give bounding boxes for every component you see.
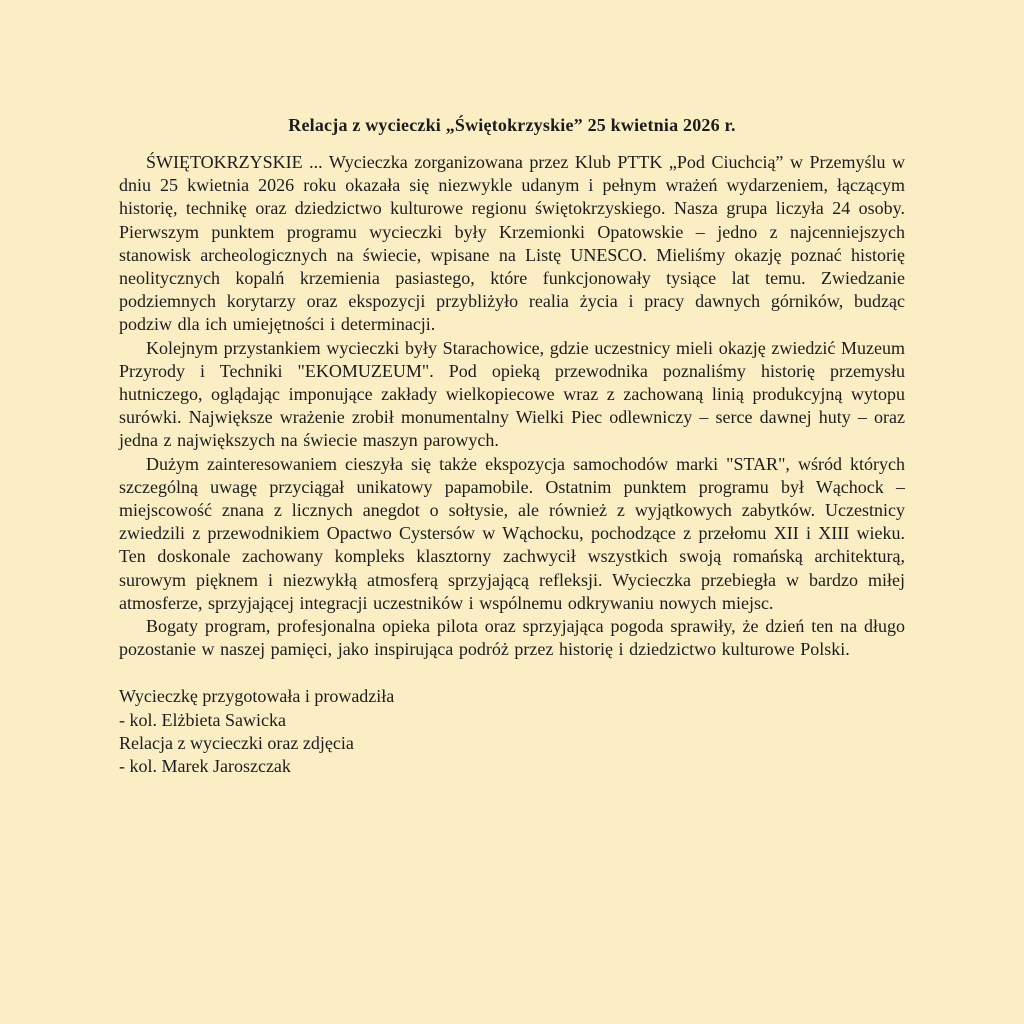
credits-prepared-by-name: - kol. Elżbieta Sawicka bbox=[119, 709, 286, 730]
document-title: Relacja z wycieczki „Świętokrzyskie” 25 kwietnia 2026 r. bbox=[288, 115, 736, 135]
credits-report-by-label: Relacja z wycieczki oraz zdjęcia bbox=[119, 732, 354, 753]
credits-prepared-by-label: Wycieczkę przygotowała i prowadziła bbox=[119, 686, 395, 707]
credits-report-by-name: - kol. Marek Jaroszczak bbox=[119, 756, 291, 777]
credits-block bbox=[119, 685, 905, 778]
paragraph-summary: Bogaty program, profesjonalna opieka pilota oraz sprzyjająca pogoda sprawiły, że dzień ten na długo pozostanie w naszej pamięci, jako inspirująca podróż przez historię i dziedzictwo kulturowe Polski. bbox=[119, 616, 905, 660]
paragraph-starachowice: Kolejnym przystankiem wycieczki były Starachowice, gdzie uczestnicy mieli okazję zwiedzić Muzeum Przyrody i Techniki "EKOMUZEUM". Pod opieką przewodnika poznaliśmy historię przemysłu hutniczego, oglądając imponujące zakłady wielkopiecowe wraz z zachowaną linią produkcyjną wytopu surówki. Największe wrażenie zrobił monumentalny Wielki Piec odlewniczy – serce dawnej huty – oraz jedna z największych na świecie maszyn parowych. bbox=[119, 337, 905, 451]
paragraph-intro-krzemionki: ŚWIĘTOKRZYSKIE ... Wycieczka zorganizowana przez Klub PTTK „Pod Ciuchcią” w Przemyślu w dniu 25 kwietnia 2026 roku okazała się niezwykle udanym i pełnym wrażeń wydarzeniem, łączącym historię, technikę oraz dziedzictwo kulturowe regionu świętokrzyskiego. Nasza grupa liczyła 24 osoby. Pierwszym punktem programu wycieczki były Krzemionki Opatowskie – jedno z najcenniejszych stanowisk archeologicznych na świecie, wpisane na Listę UNESCO. Mieliśmy okazję poznać historię neolitycznych kopalń krzemienia pasiastego, które funkcjonowały tysiące lat temu. Zwiedzanie podziemnych korytarzy oraz ekspozycji przybliżyło realia życia i pracy dawnych górników, budząc podziw dla ich umiejętności i determinacji. bbox=[119, 152, 905, 335]
paragraph-star-wachock: Dużym zainteresowaniem cieszyła się także ekspozycja samochodów marki "STAR", wśród których szczególną uwagę przyciągał unikatowy papamobile. Ostatnim punktem programu był Wąchock – miejscowość znana z licznych anegdot o sołtysie, ale również z wyjątkowych zabytków. Uczestnicy zwiedzili z przewodnikiem Opactwo Cystersów w Wąchocku, pochodzące z przełomu XII i XIII wieku. Ten doskonale zachowany kompleks klasztorny zachwycił wszystkich swoją romańską architekturą, surowym pięknem i niezwykłą atmosferą sprzyjającą refleksji. Wycieczka przebiegła w bardzo miłej atmosferze, sprzyjającej integracji uczestników i wspólnemu odkrywaniu nowych miejsc. bbox=[119, 453, 905, 613]
